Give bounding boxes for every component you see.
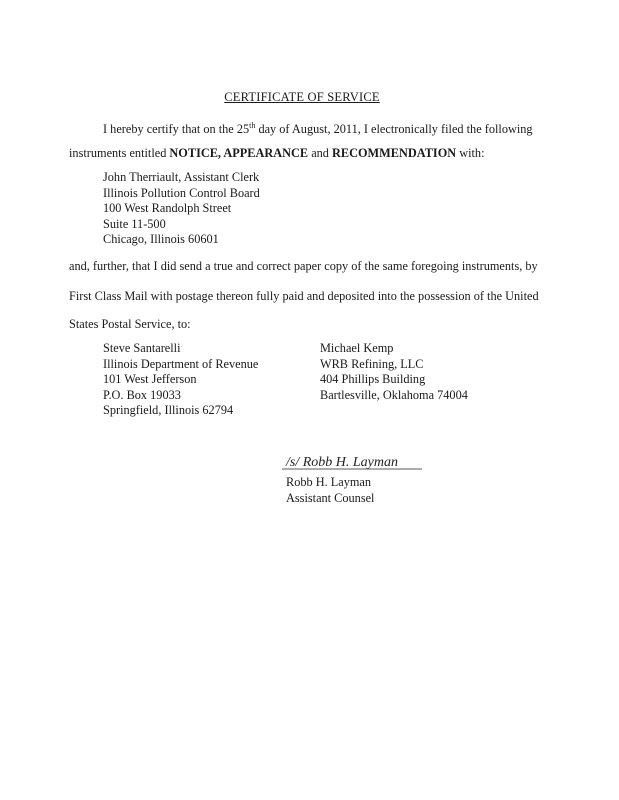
address-line: WRB Refining, LLC [320, 356, 424, 371]
signature-block [286, 475, 374, 506]
address-line: 404 Phillips Building [320, 372, 426, 386]
service-line-1: and, further, that I did send a true and correct paper copy of the same foregoing instruments, by [69, 259, 538, 273]
address-line: Illinois Pollution Control Board [103, 185, 260, 200]
recipient-address-wrb [320, 341, 468, 403]
instrument-names-2: RECOMMENDATION [332, 146, 457, 160]
certify-post: day of August, 2011, I electronically filed the following [255, 122, 533, 136]
certify-line-2-post: with: [456, 146, 485, 160]
signature-graphic [282, 448, 432, 474]
address-line: Springfield, Illinois 62794 [103, 403, 234, 417]
certify-pre: I hereby certify that on the 25 [103, 122, 250, 136]
document-title: CERTIFICATE OF SERVICE [224, 90, 380, 104]
address-line: Bartlesville, Oklahoma 74004 [320, 387, 468, 402]
instrument-names-1: NOTICE, APPEARANCE [169, 146, 309, 160]
certify-sup: th [249, 120, 256, 130]
address-line: John Therriault, Assistant Clerk [103, 170, 260, 184]
address-line: Chicago, Illinois 60601 [103, 232, 219, 246]
certify-line-2 [69, 146, 485, 161]
recipient-address-clerk [103, 170, 260, 248]
address-line: Suite 11-500 [103, 216, 166, 231]
address-line: Michael Kemp [320, 341, 394, 355]
service-line-3: States Postal Service, to: [69, 317, 191, 331]
address-line: P.O. Box 19033 [103, 387, 181, 402]
certify-line-2-pre: instruments entitled [69, 146, 170, 160]
certify-line-1 [103, 122, 533, 137]
address-line: 100 West Randolph Street [103, 201, 232, 215]
certify-line-2-mid: and [308, 146, 333, 160]
signer-title: Assistant Counsel [286, 490, 375, 505]
signature-script: /s/ Robb H. Layman [286, 455, 398, 470]
recipient-address-revenue [103, 341, 258, 419]
address-line: Illinois Department of Revenue [103, 356, 259, 371]
service-line-2: First Class Mail with postage thereon fully paid and deposited into the possession of the United [69, 289, 539, 303]
address-line: 101 West Jefferson [103, 372, 197, 386]
signer-name: Robb H. Layman [286, 475, 372, 489]
address-line: Steve Santarelli [103, 341, 181, 355]
